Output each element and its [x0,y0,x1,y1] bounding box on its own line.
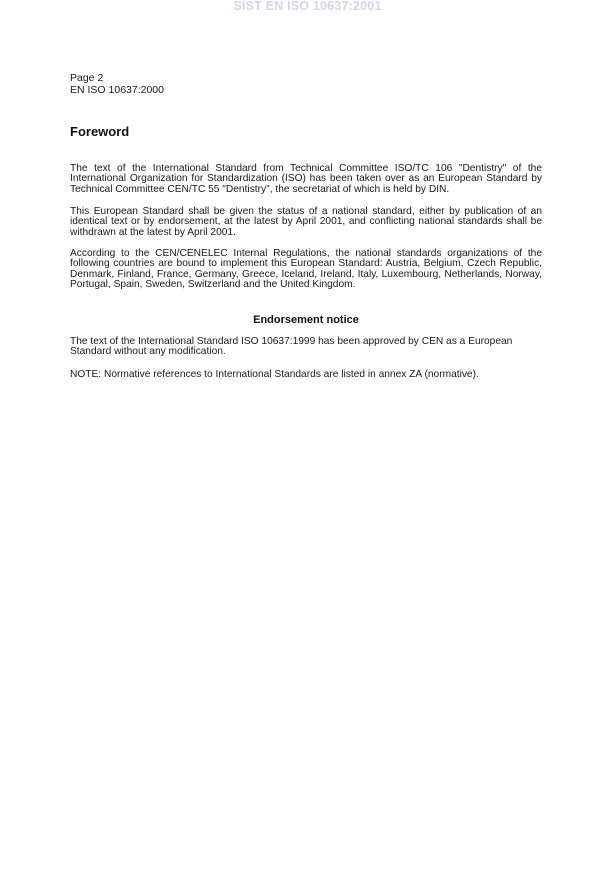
foreword-heading: Foreword [70,124,130,139]
foreword-paragraph-3: According to the CEN/CENELEC Internal Regulations, the national standards organizations of the following countries are bound to implement this European Standard: Austria, Belgium, Czech Republic, Denmark, Finland, France, Germany, Greece, Iceland, Ireland, Italy, Luxembourg, Netherlands, Norway, Portugal, Spain, Sweden, Switzerland and the United Kingdom. [70,248,542,291]
foreword-paragraph-2: This European Standard shall be given the status of a national standard, either by publication of an identical text or by endorsement, at the latest by April 2001, and conflicting national standards shall be withdrawn at the latest by April 2001. [70,206,542,238]
endorsement-note: NOTE: Normative references to International Standards are listed in annex ZA (normative). [70,369,479,380]
watermark: SIST EN ISO 10637:2001 [233,0,382,13]
page-number: Page 2 [70,72,104,84]
endorsement-text: The text of the International Standard ISO 10637:1999 has been approved by CEN as a European Standard without any modification. [70,336,513,358]
document-id: EN ISO 10637:2000 [70,84,164,96]
foreword-paragraph-1: The text of the International Standard from Technical Committee ISO/TC 106 "Dentistry" of the International Organization for Standardization (ISO) has been taken over as an European Standard by Technical Committee CEN/TC 55 "Dentistry", the secretariat of which is held by DIN. [70,163,542,195]
page-header [70,72,164,96]
endorsement-heading: Endorsement notice [253,314,359,326]
